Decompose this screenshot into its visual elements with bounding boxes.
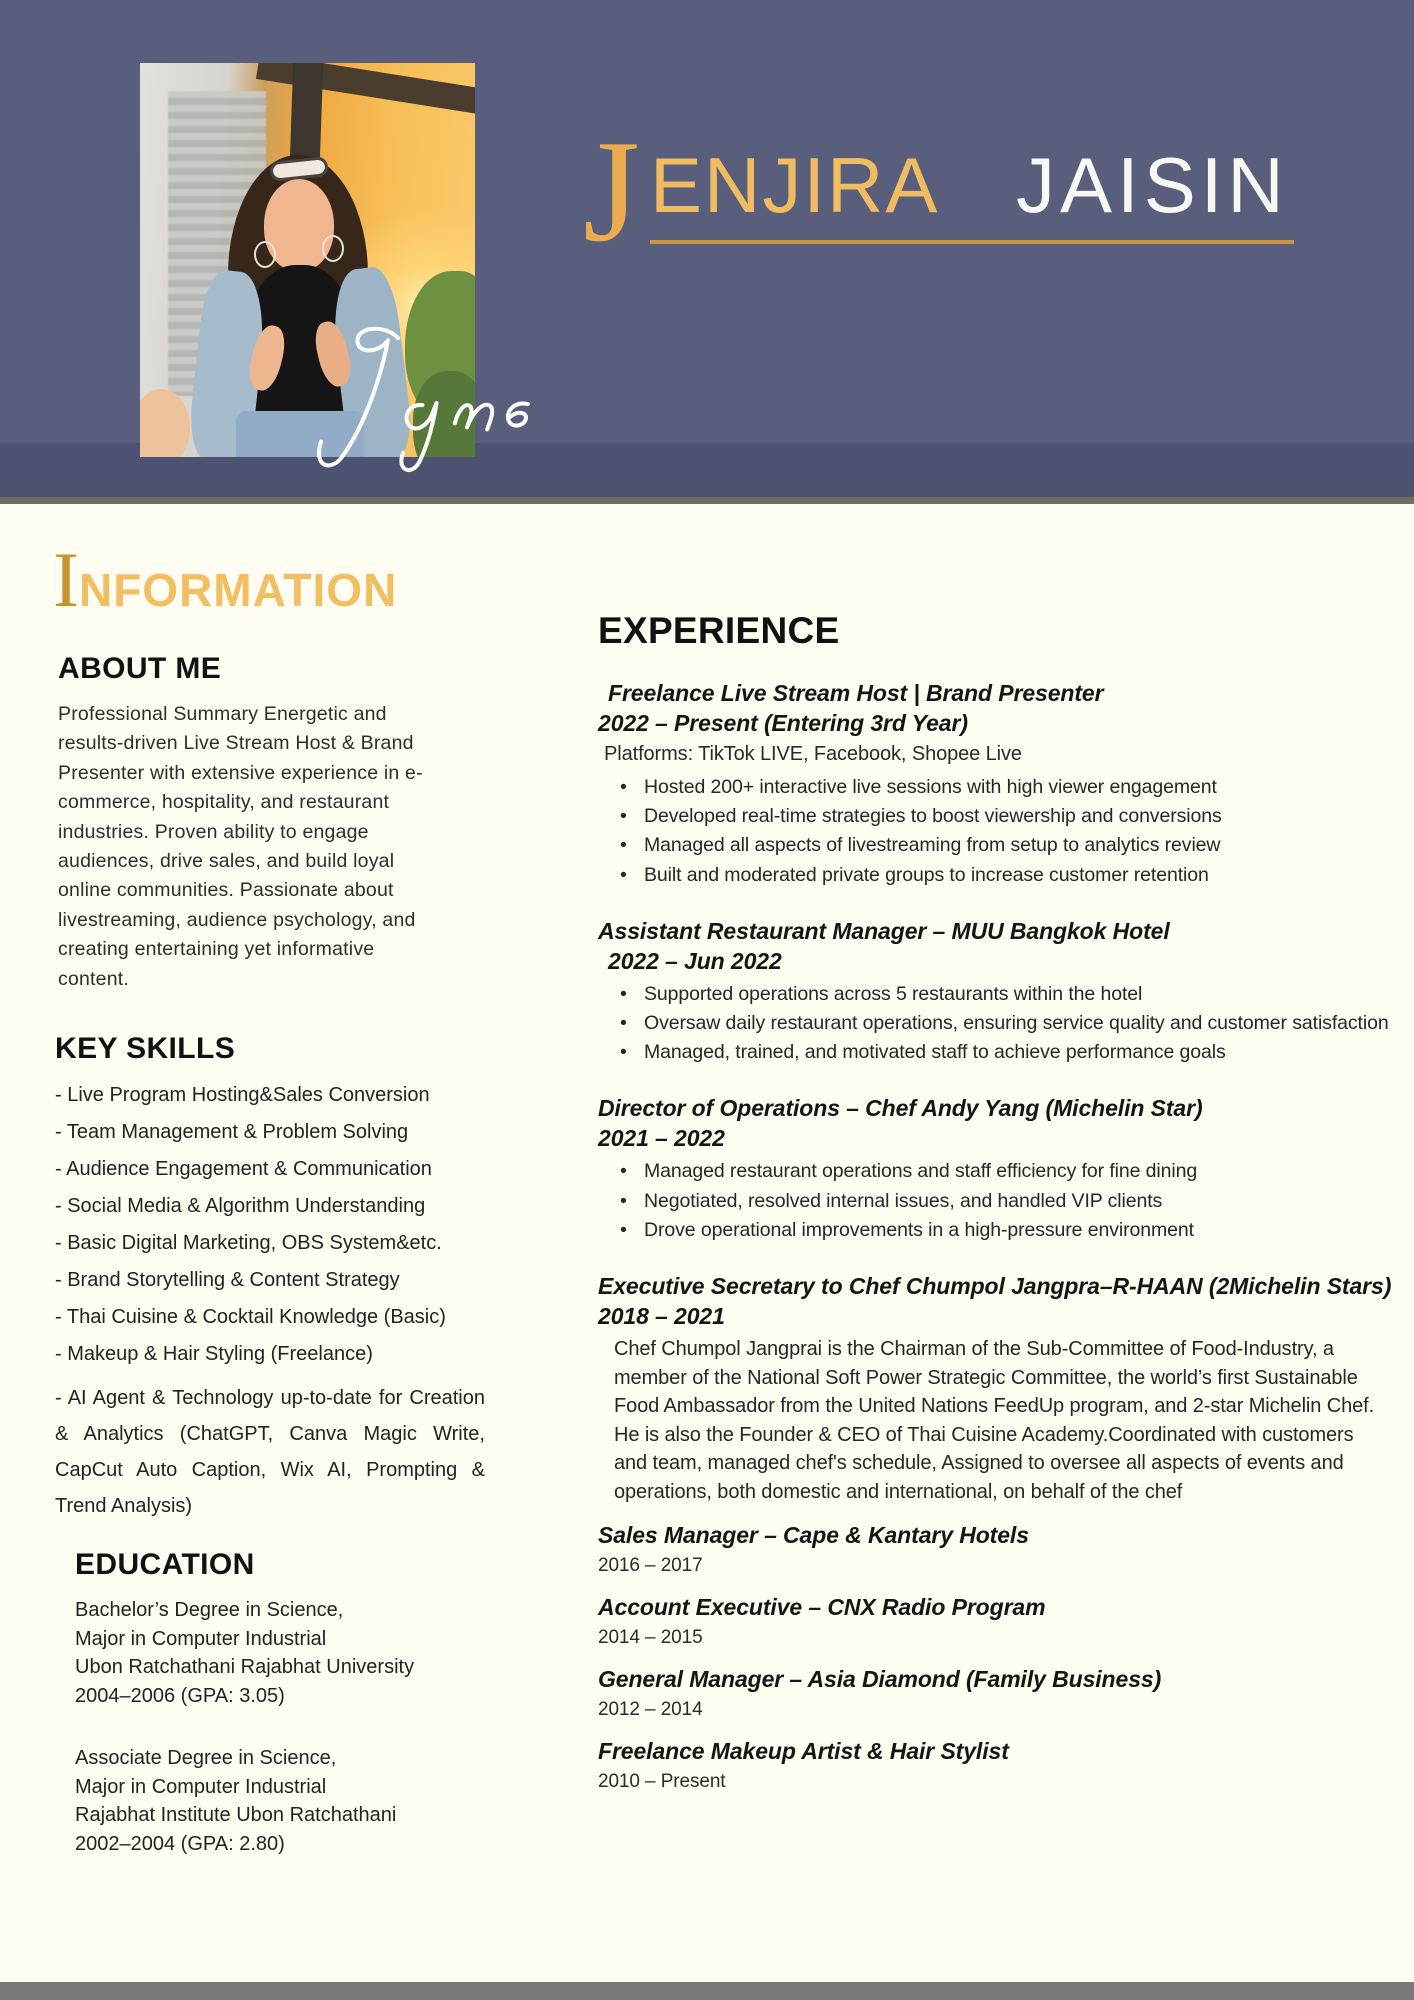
key-skills-heading: KEY SKILLS (55, 1032, 236, 1065)
job-title: Freelance Live Stream Host | Brand Presenter (608, 680, 1104, 706)
education-entry (75, 1596, 495, 1710)
education-major: Major in Computer Industrial (75, 1627, 327, 1650)
skill-item: - Thai Cuisine & Cocktail Knowledge (Basic) (55, 1306, 446, 1328)
name-last: JAISIN (1016, 141, 1289, 229)
job-entry (598, 916, 1398, 1068)
footer-bar (0, 1982, 1414, 2000)
job-entry (598, 1093, 1398, 1245)
job-entry-compact (598, 1520, 1398, 1579)
job-bullet: • Managed all aspects of livestreaming from setup to analytics review (598, 831, 1398, 860)
job-title: Director of Operations – Chef Andy Yang (Michelin Star) (598, 1095, 1203, 1122)
skill-item: - Audience Engagement & Communication (55, 1158, 432, 1180)
header-divider (0, 497, 1414, 504)
education-dates-gpa: 2004–2006 (GPA: 3.05) (75, 1684, 285, 1707)
job-description: Chef Chumpol Jangprai is the Chairman of the Sub-Committee of Food-Industry, a member of the National Soft Power Strategic Committee, the world’s first Sustainable Food Ambassador from the United Nations FeedUp program, and 2-star Michelin Chef. He is also the Founder & CEO of Thai Cuisine Academy.Coordinated with customers and team, managed chef's schedule, Assigned to oversee all aspects of events and operations, both domestic and international, on behalf of the chef (614, 1338, 1375, 1503)
education-school: Rajabhat Institute Ubon Ratchathani (75, 1804, 397, 1826)
signature-stroke (401, 403, 436, 470)
about-section (58, 652, 453, 994)
job-title: Account Executive – CNX Radio Program (598, 1593, 1046, 1620)
key-skills-section (55, 1032, 485, 1524)
job-date: 2022 – Present (Entering 3rd Year) (598, 710, 968, 736)
skill-item: - Social Media & Algorithm Understanding (55, 1195, 426, 1217)
signature-script (300, 322, 565, 474)
job-entry-compact (598, 1736, 1398, 1795)
information-title (53, 536, 398, 623)
job-date: 2012 – 2014 (598, 1698, 703, 1720)
job-title: Freelance Makeup Artist & Hair Stylist (598, 1737, 1009, 1764)
job-entry (598, 678, 1398, 890)
signature-stroke (319, 340, 388, 465)
skill-item: - Brand Storytelling & Content Strategy (55, 1269, 400, 1291)
job-bullet-list (598, 773, 1398, 890)
education-major: Major in Computer Industrial (75, 1775, 327, 1798)
photo-earring-left (254, 241, 276, 268)
job-bullet-list (598, 980, 1398, 1068)
job-bullet: • Oversaw daily restaurant operations, ensuring service quality and customer satisfaction (598, 1009, 1398, 1038)
skill-item: - Live Program Hosting&Sales Conversion (55, 1084, 430, 1106)
experience-section (598, 610, 1398, 1795)
job-date: 2022 – Jun 2022 (608, 947, 782, 974)
skill-item: - Makeup & Hair Styling (Freelance) (55, 1343, 373, 1365)
signature-stroke (455, 405, 492, 430)
experience-heading: EXPERIENCE (598, 610, 840, 651)
education-section (75, 1548, 495, 1858)
signature-stroke (508, 403, 528, 425)
job-date: 2010 – Present (598, 1770, 726, 1792)
job-title: Executive Secretary to Chef Chumpol Jangpra–R-HAAN (2Michelin Stars) 2018 – 2021 (598, 1273, 1392, 1330)
skill-item: - Basic Digital Marketing, OBS System&etc. (55, 1232, 442, 1254)
information-title-rest: NFORMATION (78, 564, 398, 616)
education-heading: EDUCATION (75, 1548, 255, 1581)
name-underline (650, 240, 1294, 244)
job-bullet: • Developed real-time strategies to boost viewership and conversions (598, 802, 1398, 831)
job-date: 2014 – 2015 (598, 1626, 703, 1648)
job-entry-compact (598, 1592, 1398, 1651)
key-skills-list (55, 1084, 485, 1524)
photo-earring-right (322, 235, 344, 262)
job-bullet-list (598, 1157, 1398, 1245)
job-entry (598, 1271, 1398, 1507)
job-bullet: • Supported operations across 5 restaurants within the hotel (598, 980, 1398, 1009)
job-date: 2016 – 2017 (598, 1554, 703, 1576)
name-first: ENJIRA (650, 141, 940, 229)
job-bullet: • Built and moderated private groups to increase customer retention (598, 861, 1398, 890)
education-degree: Associate Degree in Science, (75, 1747, 337, 1769)
about-body: Professional Summary Energetic and results-driven Live Stream Host & Brand Presenter with extensive experience in e-commerce, hospitality, and restaurant industries. Proven ability to engage audiences, drive sales, and build loyal online communities. Passionate about livestreaming, audience psychology, and creating entertaining yet informative content. (58, 703, 423, 990)
job-title: Assistant Restaurant Manager – MUU Bangkok Hotel (598, 917, 1170, 944)
job-bullet: • Negotiated, resolved internal issues, and handled VIP clients (598, 1187, 1398, 1216)
job-bullet: • Managed, trained, and motivated staff to achieve performance goals (598, 1038, 1398, 1067)
job-date: 2021 – 2022 (598, 1125, 725, 1152)
education-dates-gpa: 2002–2004 (GPA: 2.80) (75, 1832, 285, 1855)
job-bullet: • Hosted 200+ interactive live sessions with high viewer engagement (598, 773, 1398, 802)
about-heading: ABOUT ME (58, 652, 222, 685)
skill-item: - AI Agent & Technology up-to-date for Creation & Analytics (ChatGPT, Canva Magic Write, CapCut Auto Caption, Wix AI, Prompting & Trend Analysis) (55, 1387, 485, 1517)
job-entry-compact (598, 1664, 1398, 1723)
education-school: Ubon Ratchathani Rajabhat University (75, 1656, 415, 1678)
skill-item: - Team Management & Problem Solving (55, 1121, 409, 1143)
job-title: Sales Manager – Cape & Kantary Hotels (598, 1521, 1029, 1548)
job-platforms: Platforms: TikTok LIVE, Facebook, Shopee Live (604, 743, 1022, 765)
job-title: General Manager – Asia Diamond (Family Business) (598, 1665, 1162, 1692)
job-bullet: • Drove operational improvements in a high-pressure environment (598, 1216, 1398, 1245)
job-bullet: • Managed restaurant operations and staff efficiency for fine dining (598, 1157, 1398, 1186)
education-degree: Bachelor’s Degree in Science, (75, 1599, 344, 1621)
signature-stroke (357, 329, 398, 351)
name-initial: J (583, 110, 640, 272)
education-entry (75, 1744, 495, 1858)
information-title-initial: I (53, 536, 79, 623)
